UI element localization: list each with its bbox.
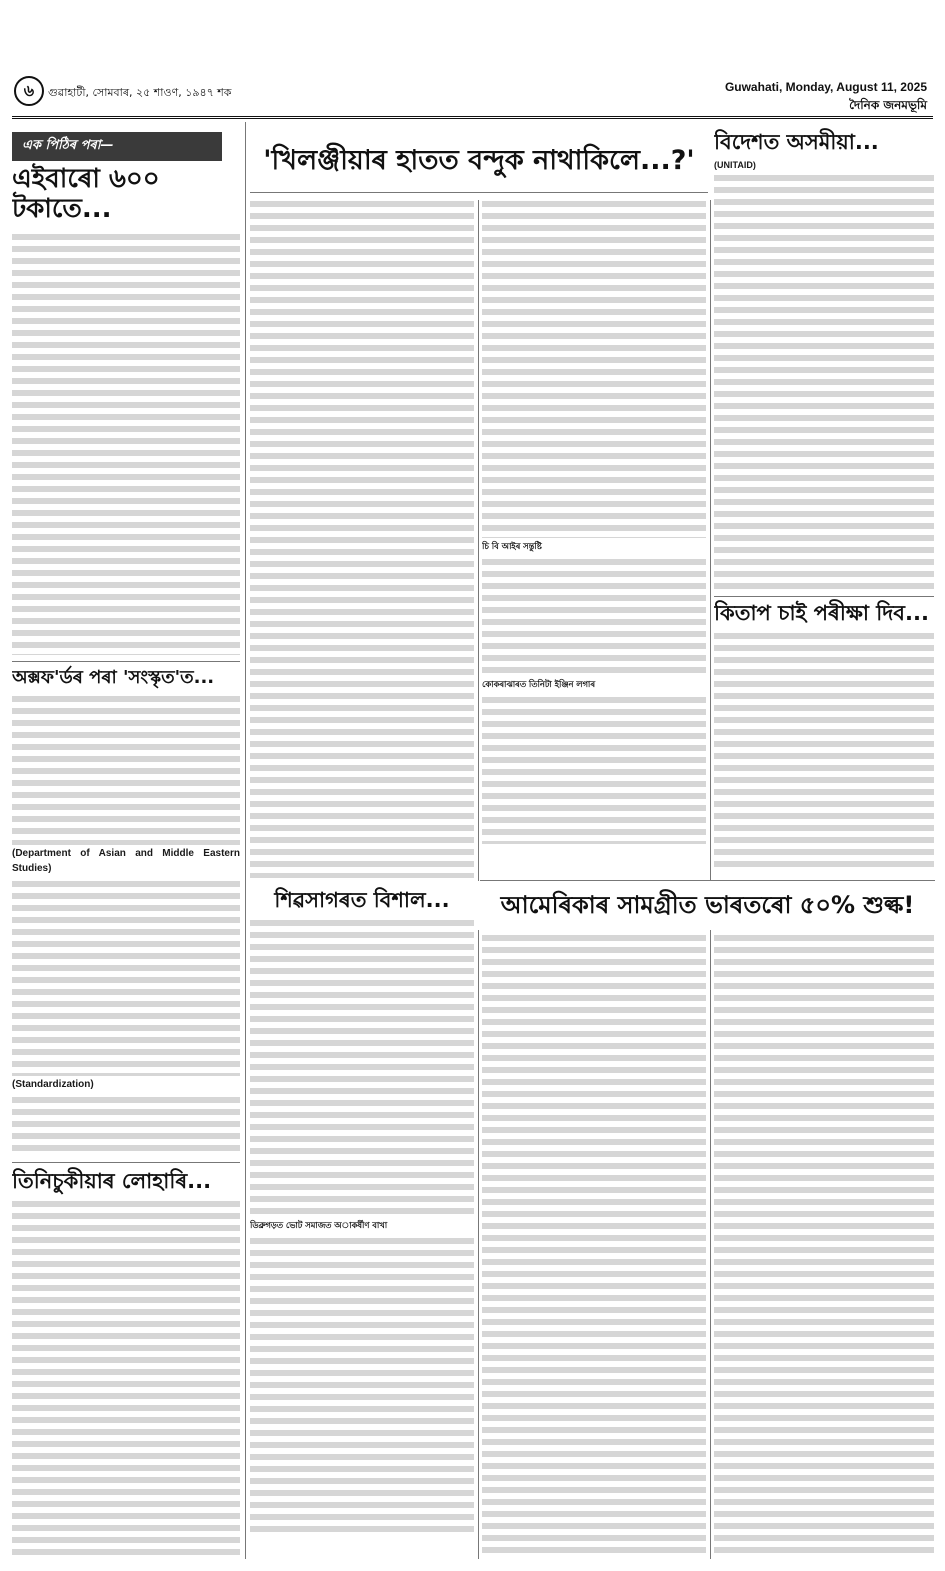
headline-oxford-sanskrit: অক্সফ'ৰ্ডৰ পৰা 'সংস্কৃত'ত...	[12, 666, 215, 688]
headline-sivasagar: শিৱসাগৰত বিশাল...	[274, 888, 450, 912]
article-body	[714, 630, 934, 870]
headline-us-tariff: আমেৰিকাৰ সামগ্ৰীত ভাৰতৰো ৫০% শুল্ক!	[500, 891, 915, 919]
english-tag: (Standardization)	[12, 1078, 94, 1090]
page-number: ৬	[14, 76, 44, 106]
inline-head: কোকৰাঝাৰত তিনিটা ইঞ্জিন লগাৰ	[482, 678, 595, 689]
english-tag: (Department of Asian and Middle Eastern Studies)	[12, 848, 240, 874]
section-rule	[250, 192, 708, 193]
headline-open-book-exam: কিতাপ চাই পৰীক্ষা দিব...	[714, 600, 929, 625]
article-body	[12, 878, 240, 1076]
masthead: দৈনিক জনমভূমি	[849, 98, 927, 112]
left-column	[12, 126, 240, 1556]
article-body	[12, 231, 240, 655]
article-body	[12, 693, 240, 845]
article-body	[250, 198, 474, 878]
feature-column-a	[482, 932, 706, 1556]
dateline-assamese: গুৱাহাটী, সোমবাৰ, ২৫ শাওণ, ১৯৪৭ শক	[48, 86, 232, 99]
column-divider	[245, 122, 246, 1559]
headline-600-taka: এইবাৰো ৬০০ টকাতে...	[12, 164, 160, 224]
header-rule	[12, 116, 933, 119]
article-body	[250, 917, 474, 1217]
center-column-b	[482, 198, 706, 878]
right-column	[714, 126, 934, 876]
article-body	[714, 932, 934, 1556]
article-body	[482, 198, 706, 538]
headline-tinsukia-lohari: তিনিচুকীয়াৰ লোহাৰি...	[12, 1169, 212, 1194]
page-header	[0, 0, 945, 124]
inline-head: ডিব্ৰুগড়ত ভোট সমাজত অাকৰ্ষীণ বাখা	[250, 1220, 388, 1231]
article-body	[482, 932, 706, 1556]
article-body	[12, 1198, 240, 1556]
inline-head: চি বি আইৰ সন্তুষ্টি	[482, 541, 542, 551]
column-divider	[710, 200, 711, 881]
article-body	[482, 694, 706, 844]
article-body	[250, 1235, 474, 1535]
article-body	[482, 556, 706, 676]
feature-column-b	[714, 932, 934, 1556]
article-body	[714, 172, 934, 592]
column-divider	[478, 930, 479, 1559]
english-tag: (UNITAID)	[714, 160, 756, 171]
column-divider	[478, 200, 479, 881]
headline-abroad-assamese: বিদেশত অসমীয়া...	[714, 130, 879, 154]
dateline-english: Guwahati, Monday, August 11, 2025	[724, 80, 927, 94]
center-column-lower	[250, 884, 474, 1554]
column-divider	[710, 930, 711, 1559]
center-column-a	[250, 198, 474, 878]
lead-headline: 'খিলঞ্জীয়াৰ হাতত বন্দুক নাথাকিলে...?'	[263, 145, 695, 176]
article-body	[12, 1094, 240, 1156]
kicker-label: এক পিঠিৰ পৰা—	[12, 132, 222, 161]
section-rule	[480, 880, 935, 881]
